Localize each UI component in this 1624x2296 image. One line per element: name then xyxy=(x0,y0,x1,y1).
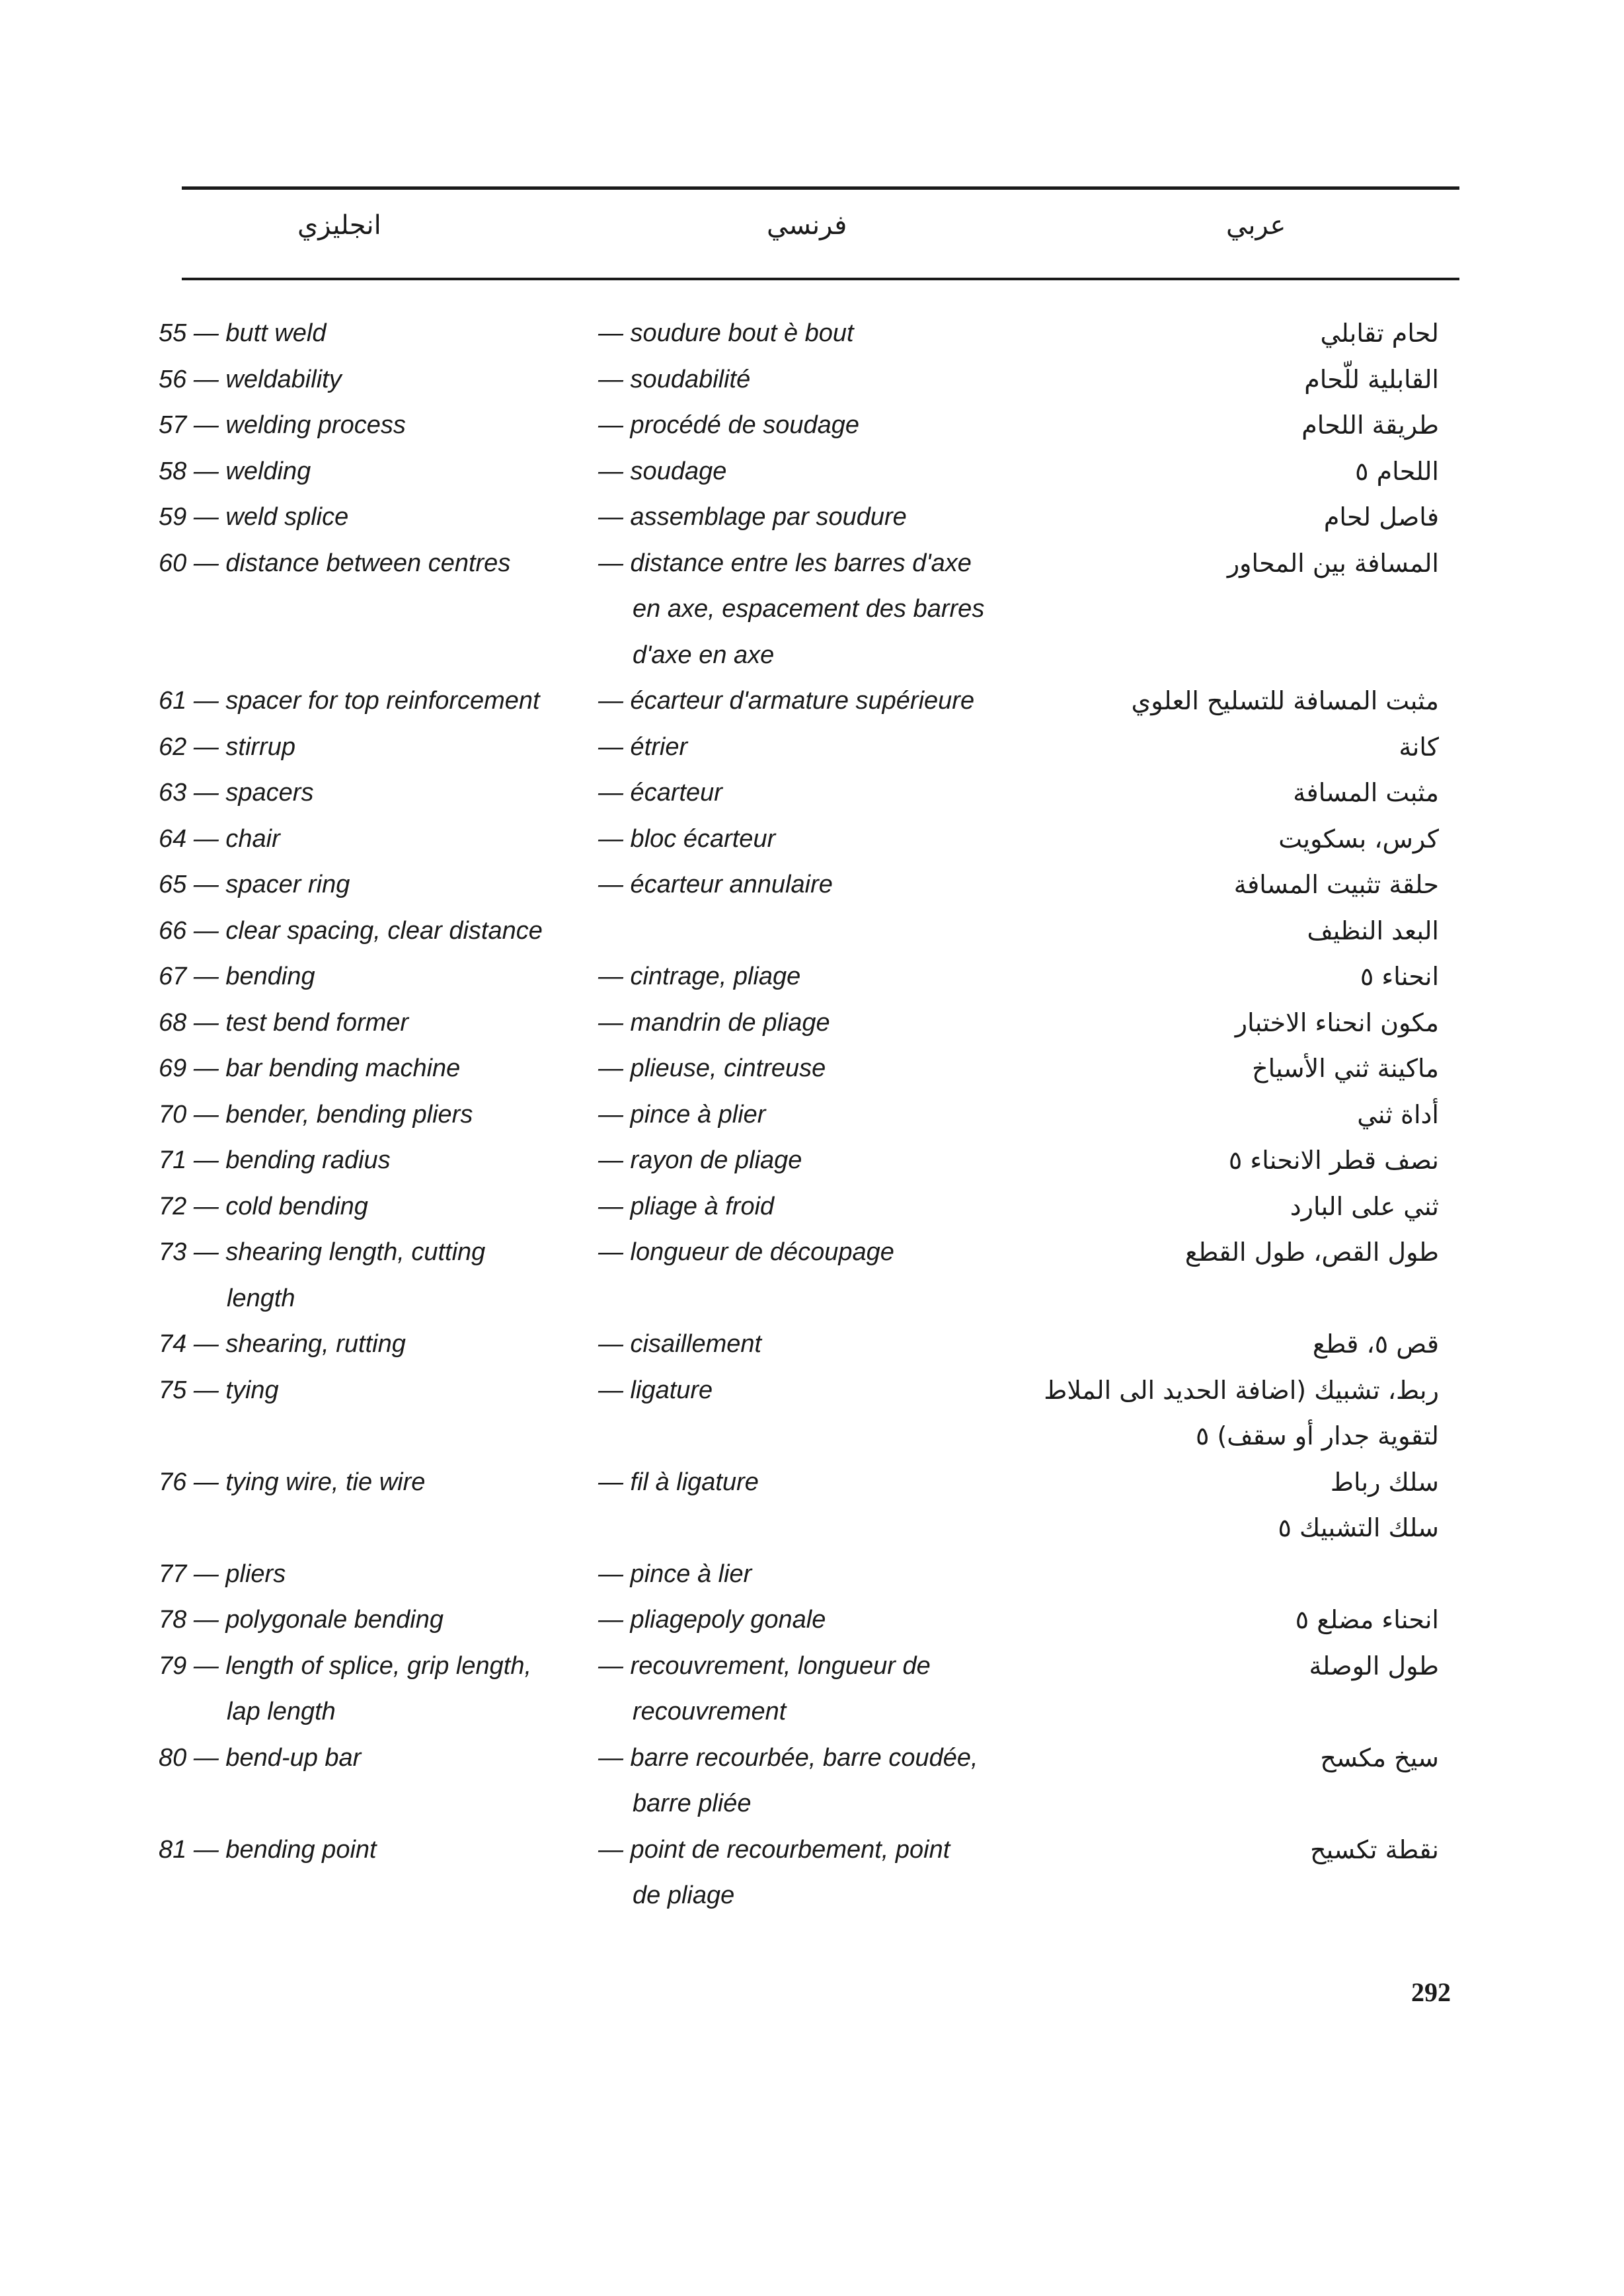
arabic-term-line: نقطة تكسيح xyxy=(1310,1835,1439,1864)
english-term xyxy=(159,1827,377,1874)
english-term xyxy=(159,1735,361,1782)
french-term-line: — cisaillement xyxy=(598,1330,762,1358)
english-term xyxy=(159,1460,425,1506)
french-term xyxy=(598,954,800,1000)
arabic-term-line: كرس، بسكويت xyxy=(1278,824,1439,853)
french-term-line: — pliagepoly gonale xyxy=(598,1606,826,1634)
french-term xyxy=(598,357,750,403)
french-term xyxy=(598,1092,765,1138)
header-rule xyxy=(182,278,1459,280)
glossary-entry xyxy=(0,1000,1624,1047)
french-term xyxy=(598,1322,761,1368)
arabic-term xyxy=(1295,1597,1439,1643)
arabic-term xyxy=(1252,1046,1439,1092)
arabic-term-line: فاصل لحام xyxy=(1323,502,1439,532)
arabic-term-line: مكون انحناء الاختبار xyxy=(1235,1008,1439,1037)
french-term xyxy=(598,1138,802,1184)
arabic-term xyxy=(1229,1138,1439,1184)
page-number: 292 xyxy=(1411,1977,1451,2007)
english-term xyxy=(159,1000,408,1047)
glossary-entry xyxy=(0,1735,1624,1827)
english-term xyxy=(159,541,510,587)
french-term-line: — distance entre les barres d'axe xyxy=(598,549,972,577)
arabic-term-line: نصف قطر الانحناء ٥ xyxy=(1228,1146,1439,1175)
glossary-entry xyxy=(0,541,1624,679)
english-term xyxy=(159,1552,286,1598)
glossary-entry xyxy=(0,1138,1624,1184)
french-term-line: — soudage xyxy=(598,457,727,485)
arabic-term-line: المسافة بين المحاور xyxy=(1227,548,1439,578)
french-term-line: recouvrement xyxy=(633,1698,787,1725)
french-term xyxy=(598,1827,950,1919)
english-term xyxy=(159,449,311,495)
english-term xyxy=(159,908,543,955)
english-term xyxy=(159,357,342,403)
glossary-entry xyxy=(0,1092,1624,1138)
english-term-line: 80 — bend-up bar xyxy=(159,1743,362,1772)
glossary-entry xyxy=(0,1552,1624,1598)
french-term xyxy=(598,1368,713,1414)
arabic-term-line: القابلية للّحام xyxy=(1304,364,1439,394)
english-term-line: 75 — tying xyxy=(159,1376,279,1404)
arabic-term xyxy=(1360,954,1439,1000)
glossary-entry xyxy=(0,1368,1624,1460)
glossary-entry xyxy=(0,1597,1624,1643)
arabic-term-line: كانة xyxy=(1399,732,1439,762)
arabic-term-line: سيخ مكسح xyxy=(1320,1743,1439,1772)
french-term-line: — ligature xyxy=(598,1376,713,1404)
french-term xyxy=(598,862,833,908)
glossary-entry xyxy=(0,1643,1624,1735)
glossary-entry xyxy=(0,403,1624,449)
glossary-entry xyxy=(0,1046,1624,1092)
english-term-line: 59 — weld splice xyxy=(159,503,349,531)
english-term-line: 79 — length of splice, grip length, xyxy=(159,1651,532,1680)
french-term-line: — assemblage par soudure xyxy=(598,503,907,531)
english-term-line: 78 — polygonale bending xyxy=(159,1606,444,1634)
english-term-line: 77 — pliers xyxy=(159,1560,286,1588)
french-term xyxy=(598,1000,830,1047)
french-term xyxy=(598,449,726,495)
english-term xyxy=(159,1046,460,1092)
english-term-line: 71 — bending radius xyxy=(159,1146,391,1174)
arabic-term-line: طول الوصلة xyxy=(1309,1651,1439,1681)
english-term xyxy=(159,725,295,771)
arabic-term xyxy=(1320,1735,1439,1782)
arabic-term xyxy=(1278,816,1439,863)
arabic-term-line: سلك رباط xyxy=(1330,1467,1439,1497)
english-term xyxy=(159,1092,473,1138)
french-term-line: de pliage xyxy=(633,1881,735,1909)
english-term xyxy=(159,816,280,863)
french-term-line: — procédé de soudage xyxy=(598,411,860,439)
arabic-term-line: اللحام ٥ xyxy=(1355,456,1439,486)
english-term-line: 63 — spacers xyxy=(159,779,314,807)
english-term xyxy=(159,1184,368,1230)
column-header-arabic: عربي xyxy=(1226,210,1286,241)
english-term xyxy=(159,1643,531,1735)
glossary-entry xyxy=(0,449,1624,495)
arabic-term xyxy=(1321,311,1440,357)
arabic-term xyxy=(1278,1460,1440,1552)
french-term xyxy=(598,495,907,541)
english-term-line: 65 — spacer ring xyxy=(159,871,350,898)
arabic-term xyxy=(1227,541,1439,587)
glossary-entry xyxy=(0,311,1624,357)
english-term-line: 70 — bender, bending pliers xyxy=(159,1100,473,1128)
arabic-term-line: مثبت المسافة xyxy=(1293,778,1439,807)
english-term xyxy=(159,403,406,449)
glossary-entry xyxy=(0,1460,1624,1552)
arabic-term-line: طول القص، طول القطع xyxy=(1184,1238,1439,1267)
english-term-line: 69 — bar bending machine xyxy=(159,1054,461,1082)
french-term-line: — étrier xyxy=(598,732,688,761)
top-rule xyxy=(182,186,1459,190)
arabic-term-line: مثبت المسافة للتسليح العلوي xyxy=(1131,686,1439,715)
english-term xyxy=(159,678,540,725)
french-term xyxy=(598,1184,774,1230)
english-term-line: 66 — clear spacing, clear distance xyxy=(159,916,543,945)
arabic-term xyxy=(1399,725,1439,771)
french-term-line: — fil à ligature xyxy=(598,1468,759,1496)
french-term xyxy=(598,403,859,449)
french-term-line: — soudabilité xyxy=(598,365,751,393)
french-term xyxy=(598,816,775,863)
glossary-entry xyxy=(0,725,1624,771)
glossary-entry xyxy=(0,678,1624,725)
english-term-line: 61 — spacer for top reinforcement xyxy=(159,687,540,715)
arabic-term-line: ربط، تشبيك (اضافة الحديد الى الملاط xyxy=(1044,1375,1439,1405)
arabic-term xyxy=(1310,1827,1439,1874)
glossary-entry xyxy=(0,816,1624,863)
english-term-line: 60 — distance between centres xyxy=(159,549,511,577)
french-term-line: — écarteur annulaire xyxy=(598,871,833,898)
french-term-line: — rayon de pliage xyxy=(598,1146,802,1174)
arabic-term xyxy=(1309,1643,1439,1690)
arabic-term-line: حلقة تثبيت المسافة xyxy=(1233,870,1439,899)
english-term xyxy=(159,495,348,541)
french-term-line: — bloc écarteur xyxy=(598,824,776,853)
french-term-line: — écarteur d'armature supérieure xyxy=(598,687,975,715)
glossary-entry xyxy=(0,1827,1624,1919)
glossary-entry xyxy=(0,954,1624,1000)
english-term-line: 76 — tying wire, tie wire xyxy=(159,1468,426,1496)
arabic-term xyxy=(1044,1368,1439,1460)
glossary-entry xyxy=(0,1184,1624,1230)
english-term xyxy=(159,862,350,908)
french-term-line: barre pliée xyxy=(633,1790,752,1817)
english-term xyxy=(159,1322,406,1368)
english-term-line: 57 — welding process xyxy=(159,411,406,439)
french-term-line: — plieuse, cintreuse xyxy=(598,1054,826,1082)
arabic-term-line: قص ٥، قطع xyxy=(1312,1329,1439,1359)
english-term-line: 56 — weldability xyxy=(159,365,342,393)
arabic-term xyxy=(1307,908,1439,955)
french-term-line: — soudure bout è bout xyxy=(598,319,854,347)
glossary-entry xyxy=(0,1230,1624,1322)
glossary-entry xyxy=(0,495,1624,541)
english-term-line: 64 — chair xyxy=(159,824,280,853)
english-term-line: length xyxy=(227,1284,295,1312)
french-term xyxy=(598,1735,978,1827)
english-term xyxy=(159,311,326,357)
french-term-line: — pliage à froid xyxy=(598,1192,775,1220)
arabic-term xyxy=(1234,862,1439,908)
arabic-term-line: لتقوية جدار أو سقف) ٥ xyxy=(1195,1421,1439,1450)
english-term-line: 81 — bending point xyxy=(159,1835,377,1864)
arabic-term xyxy=(1290,1184,1439,1230)
glossary-entry xyxy=(0,862,1624,908)
english-term-line: 67 — bending xyxy=(159,963,315,990)
english-term xyxy=(159,1597,444,1643)
english-term-line: 73 — shearing length, cutting xyxy=(159,1238,486,1266)
arabic-term xyxy=(1185,1230,1439,1276)
arabic-term xyxy=(1357,1092,1439,1138)
english-term-line: 62 — stirrup xyxy=(159,732,295,761)
arabic-term xyxy=(1235,1000,1439,1047)
french-term xyxy=(598,1597,826,1643)
arabic-term-line: لحام تقابلي xyxy=(1320,319,1439,348)
french-term-line: d'axe en axe xyxy=(633,641,775,669)
french-term-line: — cintrage, pliage xyxy=(598,963,801,990)
glossary-entry xyxy=(0,357,1624,403)
french-term-line: — pince à lier xyxy=(598,1560,752,1588)
french-term xyxy=(598,770,722,816)
arabic-term xyxy=(1313,1322,1439,1368)
french-term-line: — barre recourbée, barre coudée, xyxy=(598,1743,978,1772)
arabic-term xyxy=(1355,449,1439,495)
arabic-term-line: طريقة اللحام xyxy=(1301,411,1439,440)
french-term-line: — mandrin de pliage xyxy=(598,1008,830,1037)
english-term-line: 74 — shearing, rutting xyxy=(159,1330,406,1358)
english-term-line: 55 — butt weld xyxy=(159,319,327,347)
column-header-english: انجليزي xyxy=(297,210,381,241)
french-term xyxy=(598,1552,752,1598)
english-term xyxy=(159,954,315,1000)
french-term-line: — longueur de découpage xyxy=(598,1238,894,1266)
french-term-line: — recouvrement, longueur de xyxy=(598,1651,931,1680)
english-term xyxy=(159,1368,279,1414)
english-term-line: 72 — cold bending xyxy=(159,1192,368,1220)
french-term xyxy=(598,1460,759,1506)
glossary-entries xyxy=(0,311,1624,1919)
arabic-term xyxy=(1324,495,1439,541)
french-term xyxy=(598,1230,894,1276)
french-term xyxy=(598,541,984,679)
english-term-line: lap length xyxy=(227,1698,336,1725)
english-term-line: 68 — test bend former xyxy=(159,1008,409,1037)
arabic-term xyxy=(1132,678,1439,725)
french-term xyxy=(598,1643,931,1735)
french-term-line: — point de recourbement, point xyxy=(598,1835,950,1864)
arabic-term-line: البعد النظيف xyxy=(1307,916,1439,945)
arabic-term-line: ثني على البارد xyxy=(1290,1191,1439,1221)
english-term xyxy=(159,1138,391,1184)
english-term-line: 58 — welding xyxy=(159,457,311,485)
glossary-entry xyxy=(0,908,1624,955)
arabic-term xyxy=(1301,403,1439,449)
glossary-entry xyxy=(0,1322,1624,1368)
french-term-line: en axe, espacement des barres xyxy=(633,595,985,623)
english-term xyxy=(159,770,313,816)
arabic-term-line: أداة ثني xyxy=(1357,1099,1439,1129)
arabic-term xyxy=(1304,357,1439,403)
arabic-term xyxy=(1293,770,1439,816)
english-term xyxy=(159,1230,485,1322)
french-term-line: — pince à plier xyxy=(598,1100,766,1128)
glossary-entry xyxy=(0,770,1624,816)
french-term xyxy=(598,311,854,357)
french-term-line: — écarteur xyxy=(598,779,722,807)
french-term xyxy=(598,1046,826,1092)
arabic-term-line: ماكينة ثني الأسياخ xyxy=(1252,1054,1439,1083)
arabic-term-line: سلك التشبيك ٥ xyxy=(1278,1513,1439,1542)
column-header-french: فرنسي xyxy=(767,210,847,241)
arabic-term-line: انحناء ٥ xyxy=(1360,962,1439,991)
arabic-term-line: انحناء مضلع ٥ xyxy=(1295,1605,1439,1634)
french-term xyxy=(598,725,687,771)
french-term xyxy=(598,678,974,725)
